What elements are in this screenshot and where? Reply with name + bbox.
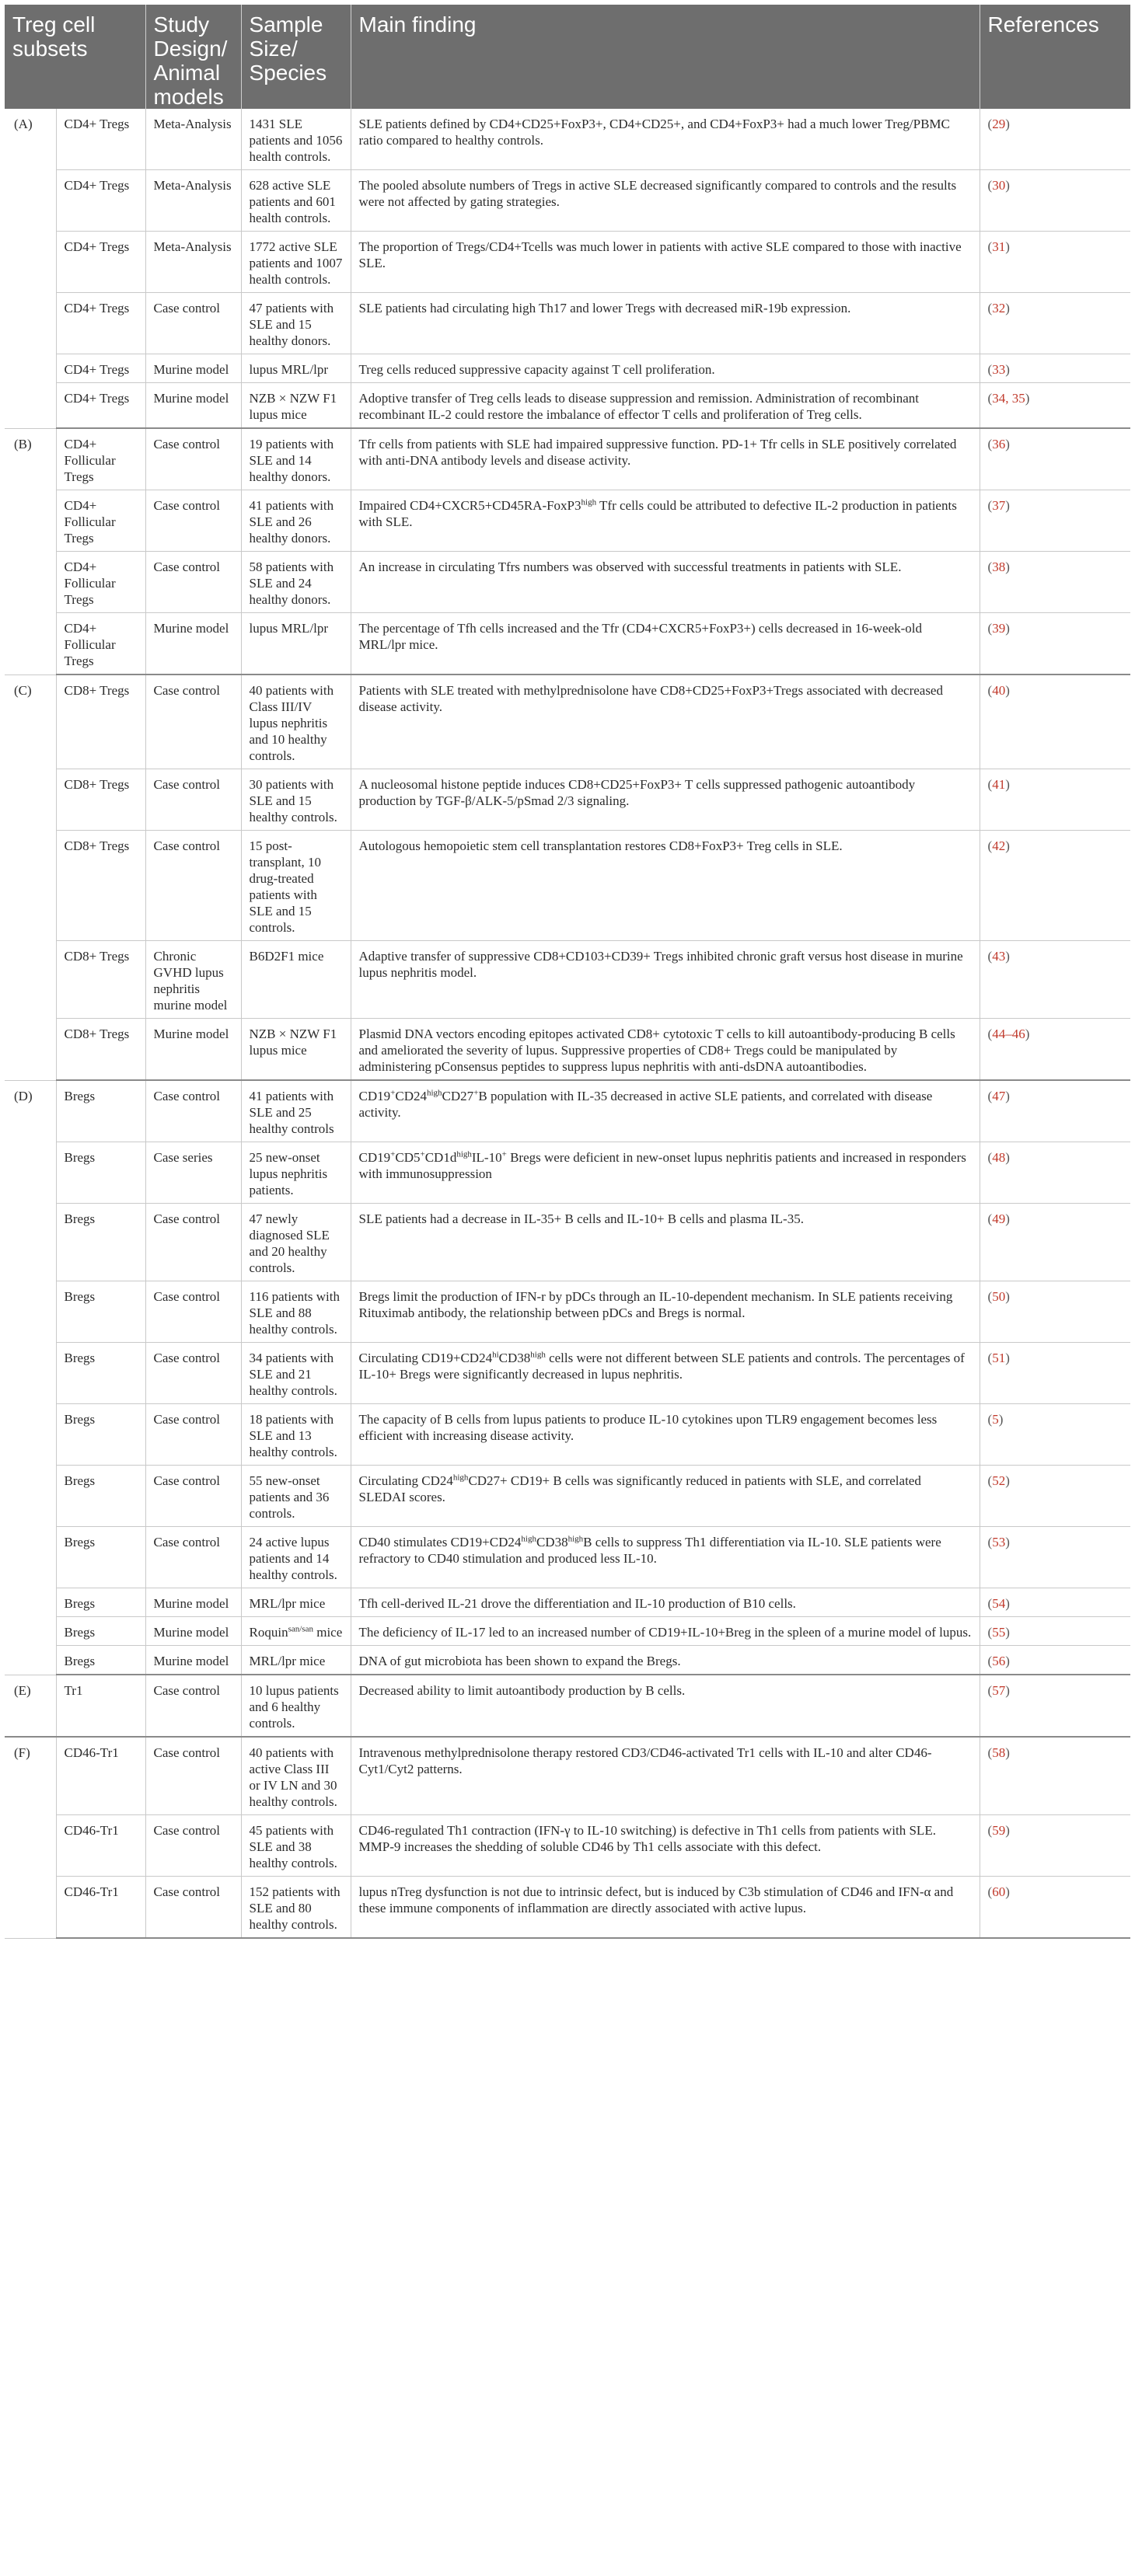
reference-link[interactable]: 38 xyxy=(992,559,1006,574)
reference-link[interactable]: 29 xyxy=(992,117,1006,131)
cell-main-finding: $CD19^+CD24^{high}CD27^+B$ population with IL-35 decreased in active SLE patients, and correlated with disease activity. xyxy=(351,1080,980,1142)
cell-subset: CD4+ Follicular Tregs xyxy=(56,428,145,490)
cell-reference: (56) xyxy=(980,1646,1130,1675)
header-text: Treg cell xyxy=(12,12,96,37)
cell-main-finding: The percentage of Tfh cells increased and the Tfr (CD4+CXCR5+FoxP3+) cells decreased in 16-week-old MRL/lpr mice. xyxy=(351,613,980,675)
cell-subset: CD8+ Tregs xyxy=(56,769,145,831)
table-row xyxy=(5,383,1130,429)
cell-study-design: Case control xyxy=(145,1343,241,1404)
reference-link[interactable]: 40 xyxy=(992,683,1006,698)
cell-subset: CD46-Tr1 xyxy=(56,1737,145,1815)
cell-main-finding: The deficiency of IL-17 led to an increased number of CD19+IL-10+Breg in the spleen of a murine model of lupus. xyxy=(351,1617,980,1646)
cell-reference: (47) xyxy=(980,1080,1130,1142)
reference-link[interactable]: 44–46 xyxy=(992,1027,1025,1041)
cell-main-finding: Autologous hemopoietic stem cell transplantation restores CD8+FoxP3+ Treg cells in SLE. xyxy=(351,831,980,941)
header-text: Sample Size/ xyxy=(249,12,323,61)
reference-link[interactable]: 42 xyxy=(992,838,1006,853)
cell-sample-size: 45 patients with SLE and 38 healthy controls. xyxy=(241,1815,351,1877)
cell-study-design: Case control xyxy=(145,1080,241,1142)
table-row xyxy=(5,1737,1130,1815)
table-row xyxy=(5,1343,1130,1404)
reference-link[interactable]: 37 xyxy=(992,498,1006,513)
reference-link[interactable]: 31 xyxy=(992,239,1006,254)
table-row xyxy=(5,1815,1130,1877)
cell-reference: (55) xyxy=(980,1617,1130,1646)
table-row xyxy=(5,109,1130,170)
cell-study-design: Murine model xyxy=(145,354,241,383)
table-row xyxy=(5,769,1130,831)
cell-study-design: Case control xyxy=(145,1675,241,1737)
cell-main-finding: The capacity of B cells from lupus patients to produce IL-10 cytokines upon TLR9 engagement becomes less efficient with increasing disease activity. xyxy=(351,1404,980,1466)
cell-reference: (59) xyxy=(980,1815,1130,1877)
cell-study-design: Case control xyxy=(145,1815,241,1877)
cell-main-finding: CD46-regulated Th1 contraction (IFN-γ to IL-10 switching) is defective in Th1 cells from patients with SLE. MMP-9 increases the shedding of soluble CD46 by Th1 cells associate with this defect. xyxy=(351,1815,980,1877)
cell-reference: (34, 35) xyxy=(980,383,1130,429)
cell-subset: CD46-Tr1 xyxy=(56,1877,145,1939)
cell-sample-size: 41 patients with SLE and 26 healthy donors. xyxy=(241,490,351,552)
cell-main-finding: Circulating $CD24^{high}CD27+ CD19+ B$ cells was significantly reduced in patients with SLE, and correlated SLEDAI scores. xyxy=(351,1466,980,1527)
table-row xyxy=(5,1617,1130,1646)
table-row xyxy=(5,675,1130,769)
reference-link[interactable]: 41 xyxy=(992,777,1006,792)
cell-sample-size: 10 lupus patients and 6 healthy controls. xyxy=(241,1675,351,1737)
cell-main-finding: Intravenous methylprednisolone therapy restored CD3/CD46-activated Tr1 cells with IL-10 and alter CD46-Cyt1/Cyt2 patterns. xyxy=(351,1737,980,1815)
cell-sample-size: 41 patients with SLE and 25 healthy controls xyxy=(241,1080,351,1142)
cell-subset: CD4+ Tregs xyxy=(56,354,145,383)
cell-subset: CD46-Tr1 xyxy=(56,1815,145,1877)
table-row xyxy=(5,170,1130,232)
cell-reference: (52) xyxy=(980,1466,1130,1527)
cell-sample-size: NZB × NZW F1 lupus mice xyxy=(241,383,351,429)
table-row xyxy=(5,354,1130,383)
cell-sample-size: 152 patients with SLE and 80 healthy controls. xyxy=(241,1877,351,1939)
cell-main-finding: Treg cells reduced suppressive capacity against T cell proliferation. xyxy=(351,354,980,383)
cell-main-finding: Patients with SLE treated with methylprednisolone have CD8+CD25+FoxP3+Tregs associated with decreased disease activity. xyxy=(351,675,980,769)
reference-link[interactable]: 39 xyxy=(992,621,1006,636)
reference-link[interactable]: 51 xyxy=(992,1351,1006,1365)
cell-study-design: Case control xyxy=(145,490,241,552)
reference-link[interactable]: 54 xyxy=(992,1596,1006,1611)
reference-link[interactable]: 5 xyxy=(992,1412,999,1427)
cell-subset: CD8+ Tregs xyxy=(56,1019,145,1081)
cell-reference: (53) xyxy=(980,1527,1130,1588)
cell-study-design: Murine model xyxy=(145,613,241,675)
table-row xyxy=(5,1527,1130,1588)
cell-study-design: Case control xyxy=(145,675,241,769)
cell-sample-size: 34 patients with SLE and 21 healthy controls. xyxy=(241,1343,351,1404)
reference-link[interactable]: 34, 35 xyxy=(992,391,1025,406)
cell-sample-size: MRL/lpr mice xyxy=(241,1646,351,1675)
group-label: (F) xyxy=(5,1737,56,1938)
cell-reference: (37) xyxy=(980,490,1130,552)
cell-reference: (41) xyxy=(980,769,1130,831)
cell-sample-size: 47 patients with SLE and 15 healthy donors. xyxy=(241,293,351,354)
cell-subset: CD4+ Follicular Tregs xyxy=(56,613,145,675)
table-row xyxy=(5,1142,1130,1204)
group-label: (B) xyxy=(5,428,56,675)
cell-study-design: Case control xyxy=(145,1737,241,1815)
cell-main-finding: lupus nTreg dysfunction is not due to intrinsic defect, but is induced by C3b stimulation of CD46 and IFN-α and these immune components of inflammation are directly associated with active lupus. xyxy=(351,1877,980,1939)
cell-study-design: Murine model xyxy=(145,1588,241,1617)
table-row xyxy=(5,1019,1130,1081)
cell-subset: CD4+ Tregs xyxy=(56,109,145,170)
cell-study-design: Meta-Analysis xyxy=(145,232,241,293)
cell-sample-size: 25 new-onset lupus nephritis patients. xyxy=(241,1142,351,1204)
cell-study-design: Case control xyxy=(145,1204,241,1281)
table-row xyxy=(5,1080,1130,1142)
group-label: (A) xyxy=(5,109,56,428)
group-label: (C) xyxy=(5,675,56,1080)
cell-main-finding: The proportion of Tregs/CD4+Tcells was much lower in patients with active SLE compared to those with inactive SLE. xyxy=(351,232,980,293)
cell-study-design: Case control xyxy=(145,293,241,354)
cell-sample-size: 628 active SLE patients and 601 health controls. xyxy=(241,170,351,232)
group-label: (E) xyxy=(5,1675,56,1737)
table-row xyxy=(5,428,1130,490)
cell-sample-size: 30 patients with SLE and 15 healthy controls. xyxy=(241,769,351,831)
cell-sample-size: lupus MRL/lpr xyxy=(241,613,351,675)
reference-link[interactable]: 30 xyxy=(992,178,1006,193)
cell-sample-size: 19 patients with SLE and 14 healthy donors. xyxy=(241,428,351,490)
cell-study-design: Meta-Analysis xyxy=(145,109,241,170)
cell-main-finding: Adoptive transfer of Treg cells leads to disease suppression and remission. Administration of recombinant recombinant IL-2 could restore the imbalance of effector T cells and proliferation of Treg cells. xyxy=(351,383,980,429)
table-row xyxy=(5,490,1130,552)
cell-study-design: Case control xyxy=(145,831,241,941)
header-main-finding xyxy=(351,5,980,109)
cell-reference: (51) xyxy=(980,1343,1130,1404)
cell-sample-size: 18 patients with SLE and 13 healthy controls. xyxy=(241,1404,351,1466)
reference-link[interactable]: 48 xyxy=(992,1150,1006,1165)
cell-study-design: Murine model xyxy=(145,1646,241,1675)
reference-link[interactable]: 43 xyxy=(992,949,1006,964)
cell-subset: Bregs xyxy=(56,1617,145,1646)
cell-study-design: Murine model xyxy=(145,1617,241,1646)
cell-subset: Bregs xyxy=(56,1466,145,1527)
cell-reference: (40) xyxy=(980,675,1130,769)
cell-main-finding: Impaired $CD4+CXCR5+CD45RA-FoxP3^{high}$ Tfr cells could be attributed to defective IL-2 production in patients with SLE. xyxy=(351,490,980,552)
cell-main-finding: SLE patients had circulating high Th17 and lower Tregs with decreased miR-19b expression. xyxy=(351,293,980,354)
group-label: (D) xyxy=(5,1080,56,1675)
cell-subset: Bregs xyxy=(56,1404,145,1466)
cell-reference: (43) xyxy=(980,941,1130,1019)
cell-sample-size: B6D2F1 mice xyxy=(241,941,351,1019)
table-row xyxy=(5,941,1130,1019)
cell-study-design: Case control xyxy=(145,1527,241,1588)
cell-sample-size: 58 patients with SLE and 24 healthy donors. xyxy=(241,552,351,613)
reference-link[interactable]: 59 xyxy=(992,1823,1006,1838)
header-text: Animal xyxy=(153,61,221,85)
cell-sample-size: MRL/lpr mice xyxy=(241,1588,351,1617)
cell-main-finding: An increase in circulating Tfrs numbers was observed with successful treatments in patients with SLE. xyxy=(351,552,980,613)
cell-reference: (44–46) xyxy=(980,1019,1130,1081)
header-text: Design/ xyxy=(153,37,228,61)
cell-subset: Bregs xyxy=(56,1142,145,1204)
cell-sample-size: 40 patients with active Class III or IV LN and 30 healthy controls. xyxy=(241,1737,351,1815)
table-row xyxy=(5,232,1130,293)
reference-link[interactable]: 58 xyxy=(992,1745,1006,1760)
cell-study-design: Murine model xyxy=(145,1019,241,1081)
cell-study-design: Case control xyxy=(145,769,241,831)
cell-main-finding: Tfh cell-derived IL-21 drove the differentiation and IL-10 production of B10 cells. xyxy=(351,1588,980,1617)
cell-subset: Bregs xyxy=(56,1588,145,1617)
cell-reference: (36) xyxy=(980,428,1130,490)
cell-sample-size: 1772 active SLE patients and 1007 health controls. xyxy=(241,232,351,293)
table-row xyxy=(5,1281,1130,1343)
header-text: Study xyxy=(153,12,210,37)
header-sample-size xyxy=(241,5,351,109)
cell-study-design: Chronic GVHD lupus nephritis murine model xyxy=(145,941,241,1019)
cell-main-finding: Bregs limit the production of IFN-r by pDCs through an IL-10-dependent mechanism. In SLE patients receiving Rituximab antibody, the relationship between pDCs and Bregs is normal. xyxy=(351,1281,980,1343)
table-row xyxy=(5,613,1130,675)
table-row xyxy=(5,1466,1130,1527)
table-body xyxy=(5,109,1130,1938)
cell-sample-size: 116 patients with SLE and 88 healthy controls. xyxy=(241,1281,351,1343)
table-row xyxy=(5,1588,1130,1617)
reference-link[interactable]: 52 xyxy=(992,1473,1006,1488)
cell-subset: Bregs xyxy=(56,1527,145,1588)
cell-main-finding: The pooled absolute numbers of Tregs in active SLE decreased significantly compared to controls and the results were not affected by gating strategies. xyxy=(351,170,980,232)
table-row xyxy=(5,552,1130,613)
cell-study-design: Case control xyxy=(145,428,241,490)
header-text: Species xyxy=(249,61,327,85)
cell-subset: Bregs xyxy=(56,1204,145,1281)
table-row xyxy=(5,1646,1130,1675)
reference-link[interactable]: 32 xyxy=(992,301,1006,315)
cell-study-design: Case control xyxy=(145,1877,241,1939)
cell-sample-size: lupus MRL/lpr xyxy=(241,354,351,383)
cell-sample-size: Roquin$^{san/san}$ mice xyxy=(241,1617,351,1646)
cell-sample-size: 55 new-onset patients and 36 controls. xyxy=(241,1466,351,1527)
cell-sample-size: 15 post-transplant, 10 drug-treated patients with SLE and 15 controls. xyxy=(241,831,351,941)
header-text: models xyxy=(153,85,224,109)
cell-subset: CD4+ Tregs xyxy=(56,232,145,293)
cell-reference: (31) xyxy=(980,232,1130,293)
cell-reference: (60) xyxy=(980,1877,1130,1939)
cell-reference: (49) xyxy=(980,1204,1130,1281)
cell-subset: CD8+ Tregs xyxy=(56,831,145,941)
cell-main-finding: Decreased ability to limit autoantibody production by B cells. xyxy=(351,1675,980,1737)
cell-sample-size: 1431 SLE patients and 1056 health controls. xyxy=(241,109,351,170)
cell-main-finding: Plasmid DNA vectors encoding epitopes activated CD8+ cytotoxic T cells to kill autoantibody-producing B cells and ameliorated the severity of lupus. Suppressive properties of CD8+ Tregs could be manipulated by administering pConsensus peptides to suppress lupus nephritis with anti-dsDNA autoantibodies. xyxy=(351,1019,980,1081)
cell-reference: (33) xyxy=(980,354,1130,383)
cell-subset: CD4+ Follicular Tregs xyxy=(56,490,145,552)
header-text: References xyxy=(987,12,1099,37)
cell-subset: CD8+ Tregs xyxy=(56,941,145,1019)
cell-subset: CD4+ Tregs xyxy=(56,383,145,429)
table-row xyxy=(5,1204,1130,1281)
cell-main-finding: Adaptive transfer of suppressive CD8+CD103+CD39+ Tregs inhibited chronic graft versus host disease in murine lupus nephritis model. xyxy=(351,941,980,1019)
table-wrapper xyxy=(5,5,1130,2571)
cell-reference: (30) xyxy=(980,170,1130,232)
header-references xyxy=(980,5,1130,109)
cell-subset: Tr1 xyxy=(56,1675,145,1737)
header-treg-cell-subsets xyxy=(5,5,145,109)
cell-main-finding: $CD19^+CD5^+CD1d^{high}IL-10^+$ Bregs were deficient in new-onset lupus nephritis patients and increased in responders with immunosuppression xyxy=(351,1142,980,1204)
table-row xyxy=(5,293,1130,354)
reference-link[interactable]: 53 xyxy=(992,1535,1006,1549)
cell-main-finding: DNA of gut microbiota has been shown to expand the Bregs. xyxy=(351,1646,980,1675)
cell-subset: Bregs xyxy=(56,1646,145,1675)
cell-reference: (57) xyxy=(980,1675,1130,1737)
cell-reference: (42) xyxy=(980,831,1130,941)
table-row xyxy=(5,1877,1130,1939)
cell-study-design: Case control xyxy=(145,1404,241,1466)
table-header xyxy=(5,5,1130,109)
cell-subset: Bregs xyxy=(56,1343,145,1404)
header-text: subsets xyxy=(12,37,88,61)
cell-subset: Bregs xyxy=(56,1080,145,1142)
cell-sample-size: 47 newly diagnosed SLE and 20 healthy controls. xyxy=(241,1204,351,1281)
treg-subsets-table xyxy=(5,5,1130,1939)
cell-subset: CD4+ Follicular Tregs xyxy=(56,552,145,613)
cell-subset: CD4+ Tregs xyxy=(56,170,145,232)
cell-main-finding: Circulating $CD19+CD24^{hi}CD38^{high}$ cells were not different between SLE patients and controls. The percentages of IL-10+ Bregs were significantly decreased in lupus nephritis. xyxy=(351,1343,980,1404)
cell-reference: (32) xyxy=(980,293,1130,354)
cell-sample-size: NZB × NZW F1 lupus mice xyxy=(241,1019,351,1081)
reference-link[interactable]: 57 xyxy=(992,1683,1006,1698)
reference-link[interactable]: 50 xyxy=(992,1289,1006,1304)
cell-reference: (58) xyxy=(980,1737,1130,1815)
cell-main-finding: A nucleosomal histone peptide induces CD8+CD25+FoxP3+ T cells suppressed pathogenic autoantibody production by TGF-β/ALK-5/pSmad 2/3 signaling. xyxy=(351,769,980,831)
cell-study-design: Case series xyxy=(145,1142,241,1204)
cell-study-design: Case control xyxy=(145,552,241,613)
cell-study-design: Meta-Analysis xyxy=(145,170,241,232)
reference-link[interactable]: 47 xyxy=(992,1089,1006,1103)
table-row xyxy=(5,1404,1130,1466)
cell-subset: Bregs xyxy=(56,1281,145,1343)
table-row xyxy=(5,1675,1130,1737)
cell-reference: (5) xyxy=(980,1404,1130,1466)
reference-link[interactable]: 49 xyxy=(992,1211,1006,1226)
cell-main-finding: SLE patients defined by CD4+CD25+FoxP3+, CD4+CD25+, and CD4+FoxP3+ had a much lower Treg/PBMC ratio compared to healthy controls. xyxy=(351,109,980,170)
table-row xyxy=(5,831,1130,941)
cell-main-finding: Tfr cells from patients with SLE had impaired suppressive function. PD-1+ Tfr cells in SLE positively correlated with anti-DNA antibody levels and disease activity. xyxy=(351,428,980,490)
cell-reference: (38) xyxy=(980,552,1130,613)
header-text: Main finding xyxy=(358,12,477,37)
reference-link[interactable]: 33 xyxy=(992,362,1006,377)
reference-link[interactable]: 56 xyxy=(992,1654,1006,1668)
reference-link[interactable]: 55 xyxy=(992,1625,1006,1640)
cell-reference: (29) xyxy=(980,109,1130,170)
cell-reference: (50) xyxy=(980,1281,1130,1343)
cell-reference: (39) xyxy=(980,613,1130,675)
cell-subset: CD8+ Tregs xyxy=(56,675,145,769)
cell-study-design: Murine model xyxy=(145,383,241,429)
cell-main-finding: CD40 stimulates $CD19+CD24^{high}CD38^{high}B$ cells to suppress Th1 differentiation via IL-10. SLE patients were refractory to CD40 stimulation and produced less IL-10. xyxy=(351,1527,980,1588)
cell-sample-size: 40 patients with Class III/IV lupus nephritis and 10 healthy controls. xyxy=(241,675,351,769)
header-study-design xyxy=(145,5,241,109)
cell-reference: (54) xyxy=(980,1588,1130,1617)
cell-study-design: Case control xyxy=(145,1281,241,1343)
reference-link[interactable]: 60 xyxy=(992,1884,1006,1899)
cell-main-finding: SLE patients had a decrease in IL-35+ B cells and IL-10+ B cells and plasma IL-35. xyxy=(351,1204,980,1281)
reference-link[interactable]: 36 xyxy=(992,437,1006,451)
cell-study-design: Case control xyxy=(145,1466,241,1527)
cell-subset: CD4+ Tregs xyxy=(56,293,145,354)
cell-reference: (48) xyxy=(980,1142,1130,1204)
cell-sample-size: 24 active lupus patients and 14 healthy controls. xyxy=(241,1527,351,1588)
